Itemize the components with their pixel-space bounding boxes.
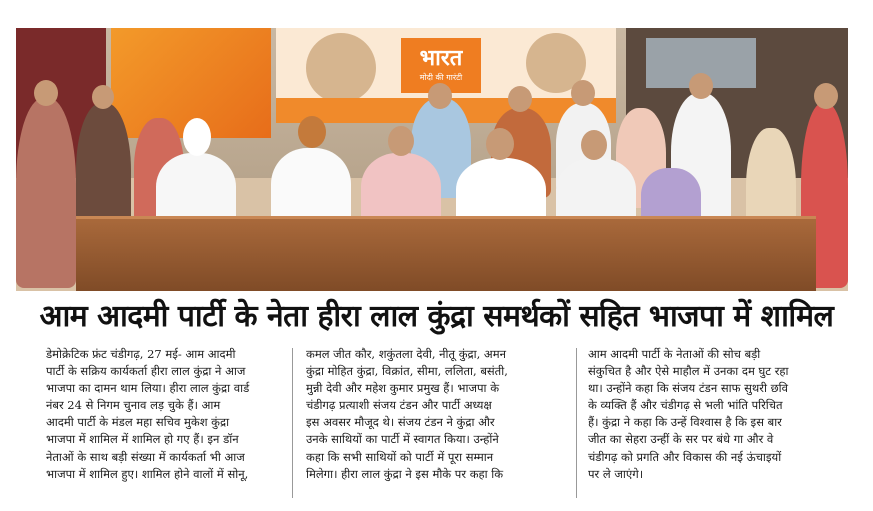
article-line: जीत का सेहरा उन्हीं के सर पर बंधे गा और वे	[588, 432, 774, 447]
person-head	[571, 80, 595, 106]
article-column-3	[588, 346, 850, 483]
article-line: मिलेगा। हीरा लाल कुंद्रा ने इस मौके पर कहा कि	[306, 466, 504, 481]
person	[16, 98, 76, 288]
person-head	[298, 116, 326, 148]
article-line: के व्यक्ति हैं और चंडीगढ़ से भली भांति परिचित	[588, 398, 783, 413]
column-divider	[292, 348, 293, 498]
article-line: नेताओं के साथ बड़ी संख्या में कार्यकर्ता भी आज	[46, 449, 245, 464]
person-head	[814, 83, 838, 109]
article-column-1	[46, 346, 274, 483]
article-line: उनके साथियों का पार्टी में स्वागत किया। उन्होंने	[306, 432, 499, 447]
article-line: पर ले जाएंगे।	[588, 466, 644, 481]
banner-text: भारत	[419, 46, 463, 71]
person-head	[581, 130, 607, 160]
banner-portrait-left	[306, 33, 376, 103]
article-line: हैं। कुंद्रा ने कहा कि उन्हें विश्वास है कि इस बार	[588, 415, 782, 430]
headline: आम आदमी पार्टी के नेता हीरा लाल कुंद्रा समर्थकों सहित भाजपा में शामिल	[39, 299, 834, 334]
article-line: कुंद्रा मोहित कुंद्रा, विक्रांत, सीमा, ललिता, बसंती,	[306, 364, 508, 379]
article-line: था। उन्होंने कहा कि संजय टंडन साफ सुथरी छवि	[588, 381, 789, 396]
person-head	[388, 126, 414, 156]
article-line: आदमी पार्टी के मंडल महा सचिव मुकेश कुंद्रा	[46, 415, 230, 430]
article-line: नंबर 24 से निगम चुनाव लड़ चुके हैं। आम	[46, 398, 221, 413]
banner-sub: मोदी की गारंटी	[419, 73, 463, 82]
person-head	[689, 73, 713, 99]
person-head	[183, 118, 211, 156]
article-line: इस अवसर मौजूद थे। संजय टंडन ने कुंद्रा और	[306, 415, 495, 430]
article-line: कहा कि सभी साथियों को पार्टी में पूरा सम्मान	[306, 449, 494, 464]
column-divider	[576, 348, 577, 498]
article-line: भाजपा में शामिल हुए। शामिल होने वालों में सोनू,	[46, 466, 249, 481]
person-head	[486, 128, 514, 160]
article-line: चंडीगढ़ को प्रगति और विकास की नई ऊंचाइयों	[588, 449, 782, 464]
photo-table	[76, 216, 816, 291]
person-head	[508, 86, 532, 112]
article-line: डेमोक्रेटिक फ्रंट चंडीगढ़, 27 मई- आम आदमी	[46, 347, 236, 361]
article-line: भाजपा का दामन थाम लिया। हीरा लाल कुंद्रा वार्ड	[46, 381, 250, 396]
article-line: मुन्नी देवी और महेश कुमार प्रमुख हैं। भाजपा के	[306, 381, 500, 396]
article-column-2	[306, 346, 564, 483]
person-head	[428, 83, 452, 109]
article-line: चंडीगढ़ प्रत्याशी संजय टंडन और पार्टी अध्यक्ष	[306, 398, 492, 413]
article-line: कमल जीत कौर, शकुंतला देवी, नीतू कुंद्रा, अमन	[306, 347, 506, 361]
article-line: आम आदमी पार्टी के नेताओं की सोच बड़ी	[588, 347, 761, 361]
news-photo	[16, 28, 848, 291]
top-cut-strip	[0, 0, 873, 14]
article-line: संकुचित है और ऐसे माहौल में उनका दम घुट रहा	[588, 364, 789, 379]
person-head	[34, 80, 58, 106]
article-line: पार्टी के सक्रिय कार्यकर्ता हीरा लाल कुंद्रा ने आज	[46, 364, 246, 379]
person-head	[92, 85, 114, 109]
article-line: भाजपा में शामिल में शामिल हो गए हैं। इन डॉन	[46, 432, 239, 447]
